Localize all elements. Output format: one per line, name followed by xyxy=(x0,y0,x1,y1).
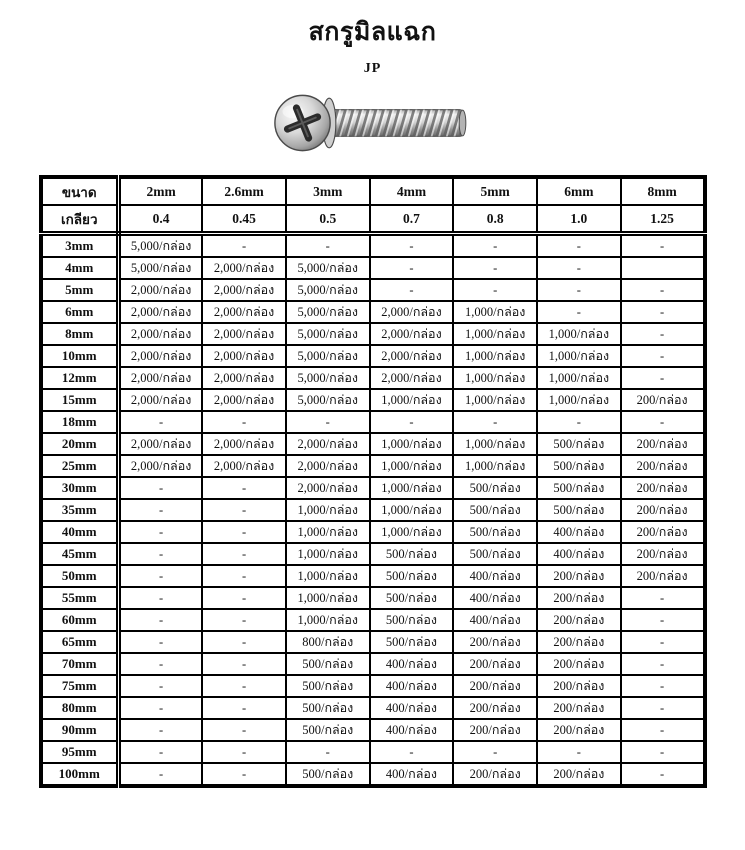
row-length-label: 12mm xyxy=(41,367,119,389)
qty-per-box-cell: 1,000/กล่อง xyxy=(286,565,370,587)
qty-per-box-cell: - xyxy=(621,653,705,675)
qty-per-box-cell: 1,000/กล่อง xyxy=(453,433,537,455)
table-row xyxy=(41,675,705,697)
qty-per-box-cell: 200/กล่อง xyxy=(537,675,621,697)
qty-per-box-cell: 1,000/กล่อง xyxy=(370,389,454,411)
row-length-label: 40mm xyxy=(41,521,119,543)
qty-per-box-cell: - xyxy=(119,565,203,587)
table-header xyxy=(41,177,705,234)
table-row xyxy=(41,455,705,477)
qty-per-box-cell: - xyxy=(621,587,705,609)
qty-per-box-cell: - xyxy=(537,279,621,301)
qty-per-box-cell: - xyxy=(202,565,286,587)
qty-per-box-cell: 1,000/กล่อง xyxy=(453,455,537,477)
qty-per-box-cell: 500/กล่อง xyxy=(370,587,454,609)
qty-per-box-cell: 500/กล่อง xyxy=(537,499,621,521)
qty-per-box-cell: 5,000/กล่อง xyxy=(286,301,370,323)
qty-per-box-cell: - xyxy=(370,411,454,433)
qty-per-box-cell: 5,000/กล่อง xyxy=(119,257,203,279)
qty-per-box-cell: - xyxy=(119,499,203,521)
diameter-header: 8mm xyxy=(621,177,705,205)
row-length-label: 50mm xyxy=(41,565,119,587)
qty-per-box-cell: - xyxy=(202,521,286,543)
qty-per-box-cell: - xyxy=(537,741,621,763)
table-row xyxy=(41,719,705,741)
qty-per-box-cell: 1,000/กล่อง xyxy=(453,345,537,367)
table-row xyxy=(41,234,705,258)
qty-per-box-cell: 200/กล่อง xyxy=(537,763,621,786)
pitch-header: 0.45 xyxy=(202,205,286,234)
pitch-header: 0.4 xyxy=(119,205,203,234)
qty-per-box-cell: - xyxy=(370,234,454,258)
row-length-label: 3mm xyxy=(41,234,119,258)
qty-per-box-cell: 2,000/กล่อง xyxy=(202,323,286,345)
qty-per-box-cell: 2,000/กล่อง xyxy=(202,389,286,411)
qty-per-box-cell xyxy=(621,257,705,279)
qty-per-box-cell: 200/กล่อง xyxy=(621,565,705,587)
qty-per-box-cell: 1,000/กล่อง xyxy=(537,367,621,389)
row-length-label: 6mm xyxy=(41,301,119,323)
qty-per-box-cell: 1,000/กล่อง xyxy=(370,499,454,521)
table-row xyxy=(41,367,705,389)
qty-per-box-cell: 2,000/กล่อง xyxy=(119,389,203,411)
table-row xyxy=(41,521,705,543)
qty-per-box-cell: 200/กล่อง xyxy=(621,433,705,455)
qty-per-box-cell: 2,000/กล่อง xyxy=(370,301,454,323)
qty-per-box-cell: - xyxy=(370,741,454,763)
qty-per-box-cell: - xyxy=(537,411,621,433)
qty-per-box-cell: - xyxy=(286,411,370,433)
qty-per-box-cell: 500/กล่อง xyxy=(370,631,454,653)
table-row xyxy=(41,609,705,631)
qty-per-box-cell: 1,000/กล่อง xyxy=(453,389,537,411)
qty-per-box-cell: 2,000/กล่อง xyxy=(119,279,203,301)
qty-per-box-cell: 400/กล่อง xyxy=(370,697,454,719)
qty-per-box-cell: 800/กล่อง xyxy=(286,631,370,653)
qty-per-box-cell: 400/กล่อง xyxy=(370,653,454,675)
table-row xyxy=(41,543,705,565)
diameter-header: 5mm xyxy=(453,177,537,205)
row-length-label: 70mm xyxy=(41,653,119,675)
qty-per-box-cell: 1,000/กล่อง xyxy=(370,521,454,543)
diameter-header: 2mm xyxy=(119,177,203,205)
qty-per-box-cell: - xyxy=(202,234,286,258)
qty-per-box-cell: - xyxy=(119,543,203,565)
table-row xyxy=(41,587,705,609)
qty-per-box-cell: 400/กล่อง xyxy=(537,521,621,543)
row-length-label: 100mm xyxy=(41,763,119,786)
qty-per-box-cell: 2,000/กล่อง xyxy=(286,433,370,455)
qty-per-box-cell: - xyxy=(621,609,705,631)
qty-per-box-cell: - xyxy=(202,477,286,499)
row-length-label: 5mm xyxy=(41,279,119,301)
qty-per-box-cell: 1,000/กล่อง xyxy=(286,499,370,521)
row-length-label: 4mm xyxy=(41,257,119,279)
table-row xyxy=(41,301,705,323)
row-length-label: 65mm xyxy=(41,631,119,653)
table-row xyxy=(41,631,705,653)
pitch-header: 1.0 xyxy=(537,205,621,234)
row-length-label: 95mm xyxy=(41,741,119,763)
qty-per-box-cell: 400/กล่อง xyxy=(537,543,621,565)
row-length-label: 18mm xyxy=(41,411,119,433)
diameter-header: 6mm xyxy=(537,177,621,205)
size-header-label: ขนาด xyxy=(41,177,119,205)
qty-per-box-cell: - xyxy=(537,257,621,279)
qty-per-box-cell: 500/กล่อง xyxy=(370,543,454,565)
screw-photo xyxy=(273,91,473,155)
qty-per-box-cell: 500/กล่อง xyxy=(370,565,454,587)
qty-per-box-cell: - xyxy=(119,763,203,786)
qty-per-box-cell: 200/กล่อง xyxy=(453,631,537,653)
qty-per-box-cell: 1,000/กล่อง xyxy=(370,455,454,477)
qty-per-box-cell: - xyxy=(537,234,621,258)
qty-per-box-cell: 500/กล่อง xyxy=(286,763,370,786)
qty-per-box-cell: - xyxy=(537,301,621,323)
pitch-header: 0.5 xyxy=(286,205,370,234)
qty-per-box-cell: - xyxy=(453,411,537,433)
qty-per-box-cell: 500/กล่อง xyxy=(286,719,370,741)
qty-per-box-cell: 1,000/กล่อง xyxy=(453,323,537,345)
qty-per-box-cell: 200/กล่อง xyxy=(537,609,621,631)
row-length-label: 35mm xyxy=(41,499,119,521)
thread-header-label: เกลียว xyxy=(41,205,119,234)
qty-per-box-cell: - xyxy=(621,345,705,367)
table-row xyxy=(41,763,705,786)
qty-per-box-cell: - xyxy=(453,234,537,258)
qty-per-box-cell: - xyxy=(286,234,370,258)
qty-per-box-cell: 2,000/กล่อง xyxy=(370,323,454,345)
qty-per-box-cell: - xyxy=(621,301,705,323)
row-length-label: 55mm xyxy=(41,587,119,609)
table-body xyxy=(41,234,705,787)
qty-per-box-cell: 500/กล่อง xyxy=(537,433,621,455)
qty-per-box-cell: 200/กล่อง xyxy=(621,499,705,521)
qty-per-box-cell: 200/กล่อง xyxy=(621,543,705,565)
pitch-header: 1.25 xyxy=(621,205,705,234)
qty-per-box-cell: - xyxy=(370,279,454,301)
qty-per-box-cell: - xyxy=(621,323,705,345)
qty-per-box-cell: - xyxy=(621,234,705,258)
row-length-label: 30mm xyxy=(41,477,119,499)
qty-per-box-cell: 1,000/กล่อง xyxy=(286,587,370,609)
qty-per-box-cell: - xyxy=(119,411,203,433)
qty-per-box-cell: 500/กล่อง xyxy=(453,477,537,499)
qty-per-box-cell: - xyxy=(119,719,203,741)
qty-per-box-cell: 1,000/กล่อง xyxy=(370,477,454,499)
qty-per-box-cell: - xyxy=(621,279,705,301)
qty-per-box-cell: - xyxy=(621,631,705,653)
row-length-label: 90mm xyxy=(41,719,119,741)
qty-per-box-cell: 2,000/กล่อง xyxy=(202,257,286,279)
qty-per-box-cell: 2,000/กล่อง xyxy=(202,455,286,477)
qty-per-box-cell: 2,000/กล่อง xyxy=(119,367,203,389)
qty-per-box-cell: 500/กล่อง xyxy=(286,653,370,675)
qty-per-box-cell: - xyxy=(119,675,203,697)
qty-per-box-cell: 200/กล่อง xyxy=(537,697,621,719)
qty-per-box-cell: 2,000/กล่อง xyxy=(119,301,203,323)
qty-per-box-cell: 200/กล่อง xyxy=(621,521,705,543)
qty-per-box-cell: - xyxy=(453,741,537,763)
qty-per-box-cell: 1,000/กล่อง xyxy=(453,367,537,389)
row-length-label: 75mm xyxy=(41,675,119,697)
qty-per-box-cell: 2,000/กล่อง xyxy=(286,455,370,477)
page-subtitle: JP xyxy=(363,61,382,76)
qty-per-box-cell: - xyxy=(202,543,286,565)
qty-per-box-cell: 1,000/กล่อง xyxy=(537,389,621,411)
qty-per-box-cell: - xyxy=(453,279,537,301)
table-row xyxy=(41,565,705,587)
qty-per-box-cell: 5,000/กล่อง xyxy=(286,345,370,367)
qty-per-box-cell: 1,000/กล่อง xyxy=(286,543,370,565)
qty-per-box-cell: - xyxy=(621,741,705,763)
qty-per-box-cell: 1,000/กล่อง xyxy=(453,301,537,323)
qty-per-box-cell: 500/กล่อง xyxy=(453,521,537,543)
diameter-header: 4mm xyxy=(370,177,454,205)
qty-per-box-cell: - xyxy=(202,631,286,653)
qty-per-box-cell: - xyxy=(119,609,203,631)
diameter-header: 3mm xyxy=(286,177,370,205)
row-length-label: 8mm xyxy=(41,323,119,345)
qty-per-box-cell: 400/กล่อง xyxy=(453,609,537,631)
qty-per-box-cell: - xyxy=(202,675,286,697)
qty-per-box-cell: - xyxy=(119,587,203,609)
qty-per-box-cell: 1,000/กล่อง xyxy=(286,521,370,543)
qty-per-box-cell: 2,000/กล่อง xyxy=(202,433,286,455)
qty-per-box-cell: - xyxy=(119,521,203,543)
qty-per-box-cell: 200/กล่อง xyxy=(453,653,537,675)
qty-per-box-cell: 2,000/กล่อง xyxy=(370,345,454,367)
qty-per-box-cell: 500/กล่อง xyxy=(453,499,537,521)
qty-per-box-cell: 1,000/กล่อง xyxy=(537,345,621,367)
qty-per-box-cell: - xyxy=(119,631,203,653)
qty-per-box-cell: 5,000/กล่อง xyxy=(286,367,370,389)
qty-per-box-cell: 200/กล่อง xyxy=(621,455,705,477)
qty-per-box-cell: 1,000/กล่อง xyxy=(370,433,454,455)
row-length-label: 60mm xyxy=(41,609,119,631)
qty-per-box-cell: 400/กล่อง xyxy=(453,587,537,609)
qty-per-box-cell: 2,000/กล่อง xyxy=(202,301,286,323)
qty-per-box-cell: 2,000/กล่อง xyxy=(119,433,203,455)
qty-per-box-cell: - xyxy=(202,697,286,719)
qty-per-box-cell: 500/กล่อง xyxy=(453,543,537,565)
pitch-header: 0.8 xyxy=(453,205,537,234)
table-row xyxy=(41,389,705,411)
pitch-header-row xyxy=(41,205,705,234)
qty-per-box-cell: 200/กล่อง xyxy=(453,763,537,786)
row-length-label: 10mm xyxy=(41,345,119,367)
qty-per-box-cell: - xyxy=(621,367,705,389)
qty-per-box-cell: - xyxy=(119,653,203,675)
qty-per-box-cell: - xyxy=(370,257,454,279)
qty-per-box-cell: 200/กล่อง xyxy=(453,675,537,697)
qty-per-box-cell: 2,000/กล่อง xyxy=(202,345,286,367)
qty-per-box-cell: 500/กล่อง xyxy=(537,477,621,499)
qty-per-box-cell: - xyxy=(119,477,203,499)
qty-per-box-cell: 5,000/กล่อง xyxy=(286,279,370,301)
qty-per-box-cell: 200/กล่อง xyxy=(621,389,705,411)
qty-per-box-cell: 2,000/กล่อง xyxy=(370,367,454,389)
qty-per-box-cell: - xyxy=(621,411,705,433)
qty-per-box-cell: 5,000/กล่อง xyxy=(286,389,370,411)
qty-per-box-cell: 2,000/กล่อง xyxy=(202,279,286,301)
qty-per-box-cell: 200/กล่อง xyxy=(537,653,621,675)
qty-per-box-cell: 1,000/กล่อง xyxy=(537,323,621,345)
table-row xyxy=(41,499,705,521)
row-length-label: 80mm xyxy=(41,697,119,719)
qty-per-box-cell: - xyxy=(202,719,286,741)
qty-per-box-cell: 2,000/กล่อง xyxy=(119,345,203,367)
row-length-label: 20mm xyxy=(41,433,119,455)
qty-per-box-cell: 500/กล่อง xyxy=(286,675,370,697)
qty-per-box-cell: 400/กล่อง xyxy=(370,763,454,786)
qty-per-box-cell: 200/กล่อง xyxy=(453,697,537,719)
table-row xyxy=(41,653,705,675)
qty-per-box-cell: - xyxy=(202,763,286,786)
qty-per-box-cell: 5,000/กล่อง xyxy=(119,234,203,258)
row-length-label: 15mm xyxy=(41,389,119,411)
qty-per-box-cell: - xyxy=(202,411,286,433)
qty-per-box-cell: 200/กล่อง xyxy=(453,719,537,741)
qty-per-box-cell: 2,000/กล่อง xyxy=(286,477,370,499)
table-row xyxy=(41,411,705,433)
qty-per-box-cell: - xyxy=(202,741,286,763)
qty-per-box-cell: 500/กล่อง xyxy=(537,455,621,477)
qty-per-box-cell: - xyxy=(286,741,370,763)
table-row xyxy=(41,433,705,455)
diameter-header: 2.6mm xyxy=(202,177,286,205)
qty-per-box-cell: 5,000/กล่อง xyxy=(286,257,370,279)
packaging-table xyxy=(39,175,707,788)
qty-per-box-cell: - xyxy=(202,587,286,609)
qty-per-box-cell: - xyxy=(453,257,537,279)
qty-per-box-cell: 200/กล่อง xyxy=(537,719,621,741)
page-title: สกรูมิลแฉก xyxy=(308,19,437,46)
qty-per-box-cell: 400/กล่อง xyxy=(453,565,537,587)
qty-per-box-cell: - xyxy=(202,499,286,521)
qty-per-box-cell: 2,000/กล่อง xyxy=(202,367,286,389)
phillips-pan-head-screw-icon xyxy=(273,91,473,155)
qty-per-box-cell: 500/กล่อง xyxy=(370,609,454,631)
qty-per-box-cell: 2,000/กล่อง xyxy=(119,323,203,345)
qty-per-box-cell: - xyxy=(119,741,203,763)
qty-per-box-cell: - xyxy=(621,675,705,697)
row-length-label: 45mm xyxy=(41,543,119,565)
qty-per-box-cell: 1,000/กล่อง xyxy=(286,609,370,631)
qty-per-box-cell: 200/กล่อง xyxy=(537,565,621,587)
qty-per-box-cell: 5,000/กล่อง xyxy=(286,323,370,345)
qty-per-box-cell: 200/กล่อง xyxy=(537,587,621,609)
table-row xyxy=(41,741,705,763)
qty-per-box-cell: 200/กล่อง xyxy=(621,477,705,499)
qty-per-box-cell: 2,000/กล่อง xyxy=(119,455,203,477)
qty-per-box-cell: - xyxy=(202,653,286,675)
table-row xyxy=(41,697,705,719)
table-row xyxy=(41,279,705,301)
qty-per-box-cell: - xyxy=(621,763,705,786)
qty-per-box-cell: - xyxy=(119,697,203,719)
qty-per-box-cell: 400/กล่อง xyxy=(370,675,454,697)
table-row xyxy=(41,345,705,367)
table-row xyxy=(41,477,705,499)
qty-per-box-cell: 200/กล่อง xyxy=(537,631,621,653)
qty-per-box-cell: - xyxy=(621,719,705,741)
pitch-header: 0.7 xyxy=(370,205,454,234)
table-row xyxy=(41,257,705,279)
qty-per-box-cell: - xyxy=(202,609,286,631)
table-row xyxy=(41,323,705,345)
qty-per-box-cell: - xyxy=(621,697,705,719)
qty-per-box-cell: 400/กล่อง xyxy=(370,719,454,741)
row-length-label: 25mm xyxy=(41,455,119,477)
qty-per-box-cell: 500/กล่อง xyxy=(286,697,370,719)
diameter-header-row xyxy=(41,177,705,205)
